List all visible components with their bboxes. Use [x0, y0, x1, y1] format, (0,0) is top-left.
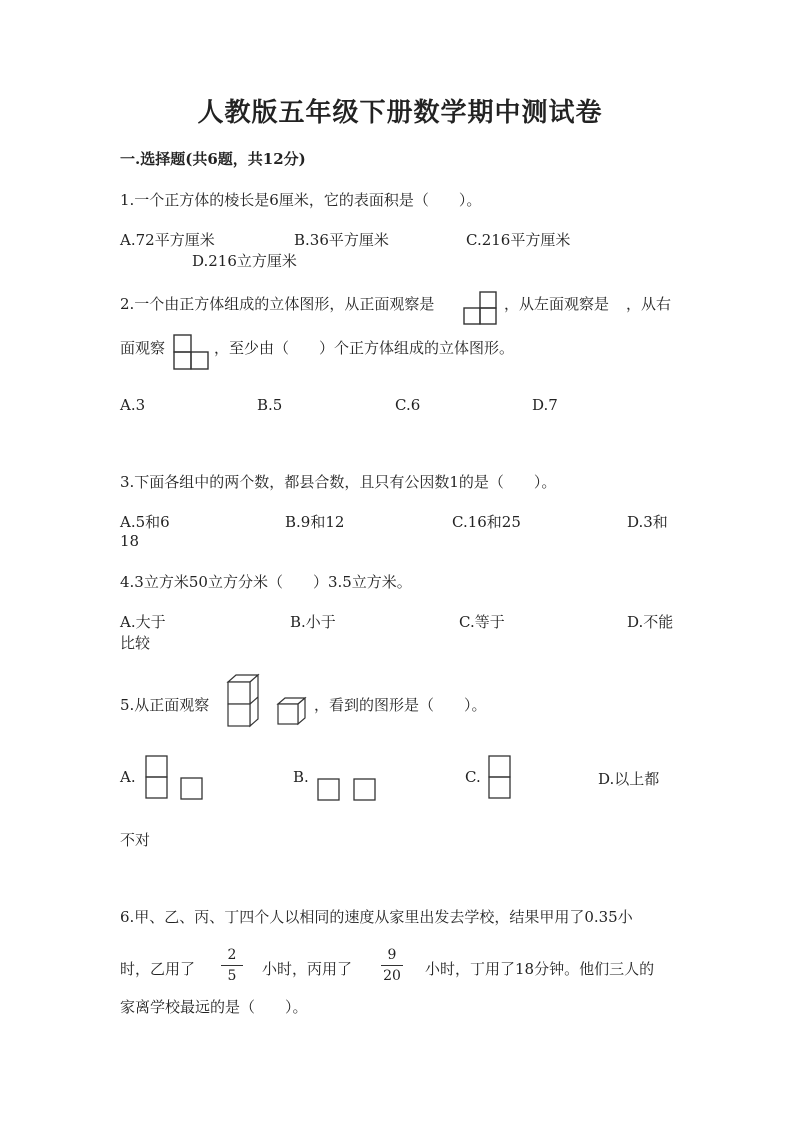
question-4-stem: 4.3立方米50立方分米（ ）3.5立方米。	[120, 573, 412, 591]
option-a-figure	[142, 754, 210, 802]
option-c-figure	[486, 754, 516, 802]
question-1-option-b: B.36平方厘米	[294, 231, 389, 249]
question-3-option-c: C.16和25	[452, 513, 521, 531]
question-3-option-d-wrap: 18	[120, 532, 140, 550]
question-2-option-c: C.6	[395, 396, 421, 414]
question-4-option-d-wrap: 比较	[120, 634, 151, 652]
question-4-option-a: A.大于	[120, 613, 166, 631]
question-2-option-d: D.7	[532, 396, 558, 414]
question-2-line1-part-a: 2.一个由正方体组成的立体图形，从正面观察是	[120, 295, 435, 313]
question-2-line2-part-b: ，至少由（ ）个正方体组成的立体图形。	[214, 339, 515, 357]
right-view-figure	[172, 333, 212, 371]
page-title: 人教版五年级下册数学期中测试卷	[197, 98, 603, 128]
question-5-stem-part-b: ，看到的图形是（ ）。	[314, 696, 487, 714]
fraction-nine-twentieths-denominator: 20	[383, 968, 401, 984]
question-6-line2-part-a: 时，乙用了	[120, 960, 196, 978]
question-6-line3: 家离学校最远的是（ ）。	[120, 998, 308, 1016]
question-5-stem-part-a: 5.从正面观察	[120, 696, 210, 714]
section-heading: 一.选择题(共6题，共12分)	[120, 150, 306, 168]
question-6-line2-part-c: 小时，丁用了18分钟。他们三人的	[425, 960, 655, 978]
fraction-two-fifths-numerator: 2	[227, 947, 237, 963]
front-view-figure	[462, 290, 502, 328]
question-1-option-d: D.216立方厘米	[192, 252, 297, 270]
question-3-stem: 3.下面各组中的两个数，都县合数，且只有公因数1的是（ ）。	[120, 473, 557, 491]
question-4-option-c: C.等于	[459, 613, 505, 631]
question-5-option-a: A.	[120, 768, 136, 786]
question-4-option-b: B.小于	[290, 613, 336, 631]
fraction-nine-twentieths	[377, 946, 407, 985]
question-2-line1-part-b: ，从左面观察是	[504, 295, 610, 313]
question-1-option-a: A.72平方厘米	[120, 231, 215, 249]
cubes-3d-figure	[224, 672, 314, 728]
question-3-option-d: D.3和	[627, 513, 668, 531]
question-1-option-c: C.216平方厘米	[466, 231, 571, 249]
question-2-option-a: A.3	[120, 396, 146, 414]
fraction-bar	[381, 965, 403, 966]
fraction-nine-twentieths-numerator: 9	[387, 947, 397, 963]
question-2-option-b: B.5	[257, 396, 283, 414]
question-6-line2-part-b: 小时，丙用了	[262, 960, 353, 978]
question-3-option-b: B.9和12	[285, 513, 345, 531]
question-5-option-b: B.	[293, 768, 309, 786]
fraction-bar	[221, 965, 243, 966]
fraction-two-fifths-denominator: 5	[227, 968, 237, 984]
question-4-option-d: D.不能	[627, 613, 674, 631]
question-2-line1-part-c: ，从右	[626, 295, 672, 313]
question-1-stem: 1.一个正方体的棱长是6厘米，它的表面积是（ ）。	[120, 191, 482, 209]
question-3-option-a: A.5和6	[120, 513, 170, 531]
question-6-line1: 6.甲、乙、丙、丁四个人以相同的速度从家里出发去学校，结果甲用了0.35小	[120, 908, 633, 926]
fraction-two-fifths	[217, 946, 247, 985]
option-b-figure	[314, 776, 380, 804]
question-5-option-d-wrap: 不对	[120, 831, 151, 849]
question-5-option-d: D.以上都	[598, 770, 660, 788]
question-5-option-c: C.	[465, 768, 481, 786]
question-2-line2-part-a: 面观察	[120, 339, 166, 357]
